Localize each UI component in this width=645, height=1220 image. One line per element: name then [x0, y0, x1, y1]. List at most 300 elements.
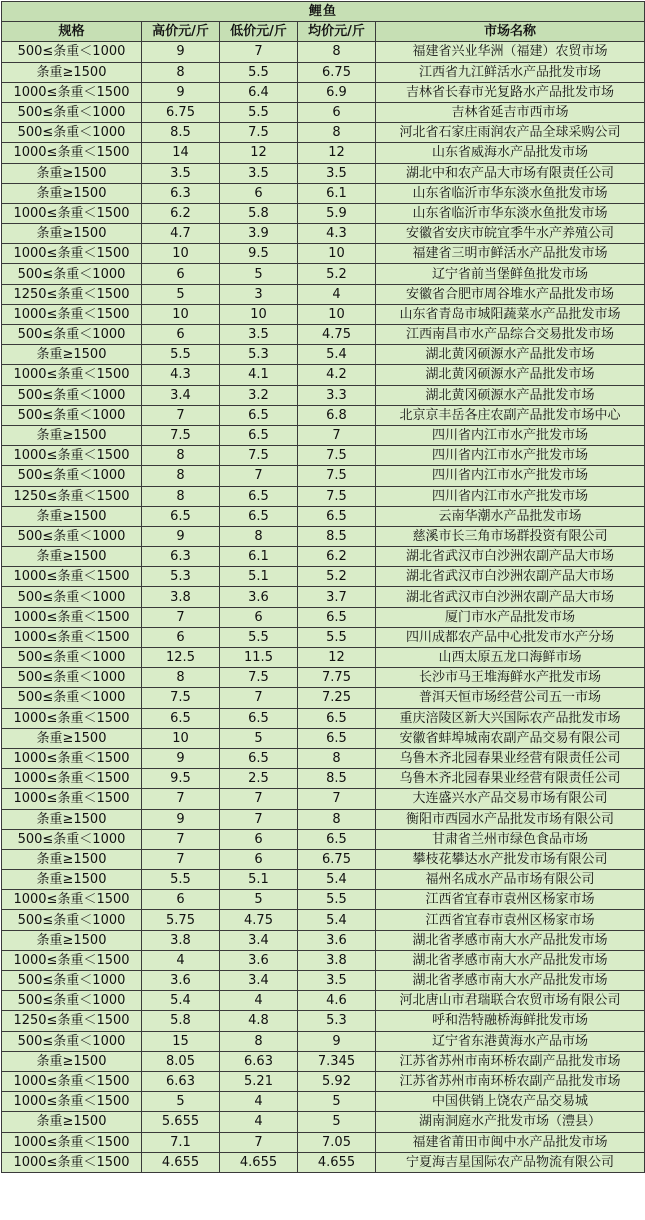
cell-spec: 500≤条重＜1000 — [2, 688, 142, 708]
cell-market-name: 河北省石家庄雨润农产品全球采购公司 — [376, 123, 645, 143]
table-row — [2, 425, 645, 445]
cell-spec: 1000≤条重＜1500 — [2, 1152, 142, 1172]
cell-avg-price: 3.8 — [298, 950, 376, 970]
cell-avg-price: 8 — [298, 42, 376, 62]
cell-market-name: 大连盛兴水产品交易市场有限公司 — [376, 789, 645, 809]
table-row — [2, 789, 645, 809]
cell-market-name: 江西南昌市水产品综合交易批发市场 — [376, 325, 645, 345]
table-row — [2, 849, 645, 869]
table-row — [2, 244, 645, 264]
table-row — [2, 62, 645, 82]
table-row — [2, 971, 645, 991]
cell-spec: 500≤条重＜1000 — [2, 648, 142, 668]
table-row — [2, 526, 645, 546]
cell-market-name: 山东省威海水产品批发市场 — [376, 143, 645, 163]
cell-market-name: 吉林省长春市光复路水产品批发市场 — [376, 82, 645, 102]
cell-avg-price: 3.7 — [298, 587, 376, 607]
table-row — [2, 325, 645, 345]
table-row — [2, 930, 645, 950]
cell-low-price: 7 — [220, 1132, 298, 1152]
table-row — [2, 870, 645, 890]
cell-low-price: 6.5 — [220, 486, 298, 506]
cell-avg-price: 6.5 — [298, 708, 376, 728]
cell-spec: 条重≥1500 — [2, 224, 142, 244]
cell-high-price: 10 — [142, 304, 220, 324]
cell-high-price: 3.5 — [142, 163, 220, 183]
cell-high-price: 4.7 — [142, 224, 220, 244]
cell-low-price: 6.63 — [220, 1051, 298, 1071]
cell-high-price: 8 — [142, 466, 220, 486]
cell-avg-price: 8 — [298, 123, 376, 143]
cell-avg-price: 8 — [298, 748, 376, 768]
table-title-row — [2, 2, 645, 22]
cell-avg-price: 4.655 — [298, 1152, 376, 1172]
cell-spec: 1000≤条重＜1500 — [2, 304, 142, 324]
table-row — [2, 1112, 645, 1132]
cell-high-price: 5 — [142, 1092, 220, 1112]
cell-low-price: 3.4 — [220, 930, 298, 950]
cell-avg-price: 4.2 — [298, 365, 376, 385]
cell-avg-price: 6.5 — [298, 829, 376, 849]
table-row — [2, 466, 645, 486]
cell-spec: 1250≤条重＜1500 — [2, 284, 142, 304]
cell-high-price: 8 — [142, 446, 220, 466]
table-row — [2, 910, 645, 930]
price-table — [1, 1, 645, 1173]
cell-low-price: 12 — [220, 143, 298, 163]
cell-high-price: 7 — [142, 405, 220, 425]
cell-high-price: 5.4 — [142, 991, 220, 1011]
cell-low-price: 5.1 — [220, 567, 298, 587]
cell-avg-price: 7 — [298, 789, 376, 809]
cell-low-price: 4 — [220, 1112, 298, 1132]
table-row — [2, 224, 645, 244]
cell-avg-price: 7.75 — [298, 668, 376, 688]
cell-avg-price: 6.1 — [298, 183, 376, 203]
cell-market-name: 江苏省苏州市南环桥农副产品批发市场 — [376, 1071, 645, 1091]
cell-market-name: 云南华潮水产品批发市场 — [376, 506, 645, 526]
cell-market-name: 厦门市水产品批发市场 — [376, 607, 645, 627]
cell-avg-price: 4.6 — [298, 991, 376, 1011]
cell-high-price: 5 — [142, 284, 220, 304]
cell-spec: 条重≥1500 — [2, 930, 142, 950]
table-row — [2, 203, 645, 223]
cell-avg-price: 5 — [298, 1092, 376, 1112]
cell-market-name: 山东省青岛市城阳蔬菜水产品批发市场 — [376, 304, 645, 324]
cell-market-name: 长沙市马王堆海鲜水产批发市场 — [376, 668, 645, 688]
cell-high-price: 8 — [142, 62, 220, 82]
cell-market-name: 四川省内江市水产批发市场 — [376, 466, 645, 486]
cell-avg-price: 5.4 — [298, 870, 376, 890]
cell-low-price: 3.5 — [220, 163, 298, 183]
cell-high-price: 6.2 — [142, 203, 220, 223]
table-row — [2, 688, 645, 708]
cell-avg-price: 8 — [298, 809, 376, 829]
cell-high-price: 5.3 — [142, 567, 220, 587]
cell-spec: 500≤条重＜1000 — [2, 910, 142, 930]
cell-spec: 条重≥1500 — [2, 728, 142, 748]
cell-market-name: 山东省临沂市华东淡水鱼批发市场 — [376, 183, 645, 203]
cell-low-price: 5.5 — [220, 102, 298, 122]
cell-spec: 1000≤条重＜1500 — [2, 1132, 142, 1152]
cell-avg-price: 7.5 — [298, 446, 376, 466]
cell-high-price: 3.4 — [142, 385, 220, 405]
cell-market-name: 湖北黄冈硕源水产品批发市场 — [376, 365, 645, 385]
cell-low-price: 6 — [220, 849, 298, 869]
cell-avg-price: 7.05 — [298, 1132, 376, 1152]
cell-market-name: 安徽省安庆市皖宜季牛水产养殖公司 — [376, 224, 645, 244]
cell-high-price: 6 — [142, 627, 220, 647]
cell-spec: 500≤条重＜1000 — [2, 991, 142, 1011]
cell-avg-price: 5.5 — [298, 627, 376, 647]
cell-high-price: 4 — [142, 950, 220, 970]
cell-avg-price: 5.92 — [298, 1071, 376, 1091]
cell-market-name: 湖北中和农产品大市场有限责任公司 — [376, 163, 645, 183]
cell-low-price: 7 — [220, 466, 298, 486]
cell-avg-price: 10 — [298, 244, 376, 264]
cell-spec: 条重≥1500 — [2, 870, 142, 890]
table-row — [2, 991, 645, 1011]
cell-high-price: 12.5 — [142, 648, 220, 668]
cell-market-name: 湖北黄冈硕源水产品批发市场 — [376, 385, 645, 405]
cell-spec: 条重≥1500 — [2, 1112, 142, 1132]
cell-low-price: 2.5 — [220, 769, 298, 789]
cell-avg-price: 6.8 — [298, 405, 376, 425]
cell-spec: 条重≥1500 — [2, 809, 142, 829]
cell-high-price: 6.5 — [142, 708, 220, 728]
table-row — [2, 345, 645, 365]
cell-market-name: 湖北省孝感市南大水产品批发市场 — [376, 930, 645, 950]
header-avg-price: 均价元/斤 — [298, 22, 376, 42]
header-spec: 规格 — [2, 22, 142, 42]
table-row — [2, 284, 645, 304]
cell-avg-price: 6.75 — [298, 849, 376, 869]
cell-market-name: 辽宁省东港黄海水产品市场 — [376, 1031, 645, 1051]
table-row — [2, 143, 645, 163]
cell-high-price: 6.3 — [142, 547, 220, 567]
table-row — [2, 708, 645, 728]
cell-spec: 1000≤条重＜1500 — [2, 203, 142, 223]
cell-avg-price: 12 — [298, 143, 376, 163]
cell-spec: 500≤条重＜1000 — [2, 668, 142, 688]
cell-low-price: 6.5 — [220, 506, 298, 526]
cell-low-price: 3.2 — [220, 385, 298, 405]
cell-market-name: 辽宁省前当堡鲜鱼批发市场 — [376, 264, 645, 284]
cell-low-price: 3 — [220, 284, 298, 304]
cell-low-price: 3.5 — [220, 325, 298, 345]
cell-low-price: 6.1 — [220, 547, 298, 567]
cell-high-price: 5.655 — [142, 1112, 220, 1132]
cell-low-price: 5.5 — [220, 62, 298, 82]
cell-spec: 条重≥1500 — [2, 547, 142, 567]
cell-low-price: 7.5 — [220, 446, 298, 466]
cell-avg-price: 3.6 — [298, 930, 376, 950]
cell-high-price: 9 — [142, 809, 220, 829]
cell-low-price: 7.5 — [220, 668, 298, 688]
cell-low-price: 8 — [220, 1031, 298, 1051]
cell-high-price: 5.5 — [142, 870, 220, 890]
cell-avg-price: 7.5 — [298, 486, 376, 506]
cell-market-name: 湖北省武汉市白沙洲农副产品大市场 — [376, 587, 645, 607]
cell-spec: 1000≤条重＜1500 — [2, 627, 142, 647]
cell-avg-price: 4 — [298, 284, 376, 304]
cell-avg-price: 4.75 — [298, 325, 376, 345]
cell-spec: 1000≤条重＜1500 — [2, 567, 142, 587]
table-row — [2, 264, 645, 284]
cell-market-name: 湖北黄冈硕源水产品批发市场 — [376, 345, 645, 365]
cell-spec: 1000≤条重＜1500 — [2, 607, 142, 627]
cell-low-price: 3.9 — [220, 224, 298, 244]
cell-market-name: 四川省内江市水产批发市场 — [376, 425, 645, 445]
table-row — [2, 183, 645, 203]
table-row — [2, 82, 645, 102]
table-row — [2, 163, 645, 183]
cell-market-name: 福建省兴业华洲（福建）农贸市场 — [376, 42, 645, 62]
cell-high-price: 6 — [142, 325, 220, 345]
cell-high-price: 10 — [142, 244, 220, 264]
cell-market-name: 福建省莆田市闽中水产品批发市场 — [376, 1132, 645, 1152]
cell-avg-price: 3.5 — [298, 163, 376, 183]
table-body — [2, 42, 645, 1173]
cell-high-price: 7 — [142, 607, 220, 627]
cell-avg-price: 5.5 — [298, 890, 376, 910]
table-row — [2, 607, 645, 627]
cell-low-price: 4.75 — [220, 910, 298, 930]
cell-low-price: 6 — [220, 829, 298, 849]
cell-low-price: 7.5 — [220, 123, 298, 143]
cell-low-price: 5 — [220, 264, 298, 284]
table-row — [2, 809, 645, 829]
cell-market-name: 湖北省武汉市白沙洲农副产品大市场 — [376, 547, 645, 567]
cell-high-price: 6.75 — [142, 102, 220, 122]
cell-spec: 500≤条重＜1000 — [2, 42, 142, 62]
cell-avg-price: 6.2 — [298, 547, 376, 567]
table-row — [2, 769, 645, 789]
header-market-name: 市场名称 — [376, 22, 645, 42]
cell-high-price: 7 — [142, 849, 220, 869]
cell-high-price: 14 — [142, 143, 220, 163]
cell-spec: 条重≥1500 — [2, 163, 142, 183]
cell-spec: 1000≤条重＜1500 — [2, 890, 142, 910]
table-row — [2, 1132, 645, 1152]
cell-avg-price: 4.3 — [298, 224, 376, 244]
cell-spec: 1000≤条重＜1500 — [2, 708, 142, 728]
cell-market-name: 江西省九江鲜活水产品批发市场 — [376, 62, 645, 82]
cell-spec: 1000≤条重＜1500 — [2, 769, 142, 789]
cell-spec: 1250≤条重＜1500 — [2, 486, 142, 506]
cell-high-price: 8 — [142, 486, 220, 506]
cell-low-price: 7 — [220, 789, 298, 809]
cell-avg-price: 6.5 — [298, 506, 376, 526]
cell-market-name: 呼和浩特融桥海鲜批发市场 — [376, 1011, 645, 1031]
cell-spec: 1000≤条重＜1500 — [2, 1071, 142, 1091]
cell-spec: 条重≥1500 — [2, 345, 142, 365]
cell-avg-price: 5.3 — [298, 1011, 376, 1031]
table-row — [2, 304, 645, 324]
cell-avg-price: 5.2 — [298, 567, 376, 587]
cell-high-price: 7.5 — [142, 425, 220, 445]
cell-market-name: 江西省宜春市袁州区杨家市场 — [376, 910, 645, 930]
cell-avg-price: 7 — [298, 425, 376, 445]
cell-market-name: 江苏省苏州市南环桥农副产品批发市场 — [376, 1051, 645, 1071]
cell-spec: 1000≤条重＜1500 — [2, 446, 142, 466]
cell-avg-price: 3.3 — [298, 385, 376, 405]
table-row — [2, 648, 645, 668]
table-row — [2, 668, 645, 688]
cell-high-price: 6 — [142, 264, 220, 284]
cell-high-price: 9 — [142, 42, 220, 62]
cell-low-price: 3.6 — [220, 950, 298, 970]
cell-avg-price: 9 — [298, 1031, 376, 1051]
cell-spec: 条重≥1500 — [2, 425, 142, 445]
cell-spec: 1000≤条重＜1500 — [2, 365, 142, 385]
cell-spec: 1000≤条重＜1500 — [2, 950, 142, 970]
table-row — [2, 486, 645, 506]
cell-low-price: 5.5 — [220, 627, 298, 647]
cell-low-price: 8 — [220, 526, 298, 546]
table-row — [2, 547, 645, 567]
table-row — [2, 627, 645, 647]
table-row — [2, 405, 645, 425]
cell-spec: 条重≥1500 — [2, 183, 142, 203]
cell-low-price: 4.655 — [220, 1152, 298, 1172]
cell-market-name: 湖北省孝感市南大水产品批发市场 — [376, 950, 645, 970]
cell-spec: 条重≥1500 — [2, 849, 142, 869]
cell-market-name: 四川省内江市水产批发市场 — [376, 486, 645, 506]
cell-low-price: 6 — [220, 607, 298, 627]
cell-high-price: 8.5 — [142, 123, 220, 143]
table-title: 鲤鱼 — [2, 2, 645, 22]
table-row — [2, 567, 645, 587]
cell-avg-price: 5.4 — [298, 345, 376, 365]
cell-spec: 500≤条重＜1000 — [2, 526, 142, 546]
table-row — [2, 1071, 645, 1091]
cell-low-price: 6.5 — [220, 708, 298, 728]
cell-spec: 500≤条重＜1000 — [2, 1031, 142, 1051]
cell-low-price: 7 — [220, 688, 298, 708]
cell-market-name: 山西太原五龙口海鲜市场 — [376, 648, 645, 668]
cell-spec: 500≤条重＜1000 — [2, 385, 142, 405]
cell-high-price: 9 — [142, 748, 220, 768]
cell-high-price: 10 — [142, 728, 220, 748]
cell-high-price: 3.8 — [142, 930, 220, 950]
cell-market-name: 攀枝花攀达水产批发市场有限公司 — [376, 849, 645, 869]
cell-high-price: 8.05 — [142, 1051, 220, 1071]
table-row — [2, 42, 645, 62]
cell-spec: 条重≥1500 — [2, 1051, 142, 1071]
cell-high-price: 5.8 — [142, 1011, 220, 1031]
cell-low-price: 5.1 — [220, 870, 298, 890]
table-row — [2, 365, 645, 385]
cell-spec: 500≤条重＜1000 — [2, 829, 142, 849]
cell-high-price: 6.63 — [142, 1071, 220, 1091]
cell-avg-price: 6 — [298, 102, 376, 122]
cell-spec: 1000≤条重＜1500 — [2, 748, 142, 768]
cell-market-name: 湖南洞庭水产批发市场（澧县） — [376, 1112, 645, 1132]
cell-low-price: 3.6 — [220, 587, 298, 607]
cell-avg-price: 8.5 — [298, 526, 376, 546]
cell-low-price: 10 — [220, 304, 298, 324]
cell-spec: 1000≤条重＜1500 — [2, 82, 142, 102]
cell-high-price: 5.5 — [142, 345, 220, 365]
cell-spec: 条重≥1500 — [2, 506, 142, 526]
table-row — [2, 728, 645, 748]
cell-avg-price: 8.5 — [298, 769, 376, 789]
cell-avg-price: 7.25 — [298, 688, 376, 708]
cell-spec: 1000≤条重＜1500 — [2, 244, 142, 264]
header-low-price: 低价元/斤 — [220, 22, 298, 42]
cell-low-price: 5 — [220, 890, 298, 910]
table-header-row — [2, 22, 645, 42]
cell-avg-price: 3.5 — [298, 971, 376, 991]
cell-market-name: 中国供销上饶农产品交易城 — [376, 1092, 645, 1112]
cell-market-name: 四川成都农产品中心批发市水产分场 — [376, 627, 645, 647]
table-row — [2, 385, 645, 405]
cell-avg-price: 5.4 — [298, 910, 376, 930]
cell-market-name: 四川省内江市水产批发市场 — [376, 446, 645, 466]
cell-market-name: 乌鲁木齐北园春果业经营有限责任公司 — [376, 748, 645, 768]
cell-low-price: 6.5 — [220, 425, 298, 445]
cell-high-price: 4.655 — [142, 1152, 220, 1172]
table-row — [2, 506, 645, 526]
cell-high-price: 7.5 — [142, 688, 220, 708]
cell-market-name: 衡阳市西园水产品批发市场有限公司 — [376, 809, 645, 829]
table-row — [2, 748, 645, 768]
cell-market-name: 江西省宜春市袁州区杨家市场 — [376, 890, 645, 910]
header-high-price: 高价元/斤 — [142, 22, 220, 42]
cell-spec: 1000≤条重＜1500 — [2, 143, 142, 163]
table-row — [2, 1092, 645, 1112]
cell-market-name: 吉林省延吉市西市场 — [376, 102, 645, 122]
cell-low-price: 9.5 — [220, 244, 298, 264]
cell-spec: 1000≤条重＜1500 — [2, 789, 142, 809]
cell-market-name: 慈溪市长三角市场群投资有限公司 — [376, 526, 645, 546]
table-row — [2, 1152, 645, 1172]
cell-spec: 500≤条重＜1000 — [2, 587, 142, 607]
table-row — [2, 102, 645, 122]
cell-low-price: 4 — [220, 991, 298, 1011]
cell-spec: 500≤条重＜1000 — [2, 102, 142, 122]
cell-avg-price: 5.9 — [298, 203, 376, 223]
cell-avg-price: 5 — [298, 1112, 376, 1132]
cell-market-name: 福州名成水产品市场有限公司 — [376, 870, 645, 890]
cell-high-price: 6 — [142, 890, 220, 910]
cell-market-name: 山东省临沂市华东淡水鱼批发市场 — [376, 203, 645, 223]
cell-avg-price: 6.5 — [298, 728, 376, 748]
cell-high-price: 6.5 — [142, 506, 220, 526]
cell-market-name: 湖北省孝感市南大水产品批发市场 — [376, 971, 645, 991]
cell-spec: 500≤条重＜1000 — [2, 405, 142, 425]
cell-market-name: 湖北省武汉市白沙洲农副产品大市场 — [376, 567, 645, 587]
cell-avg-price: 7.5 — [298, 466, 376, 486]
cell-high-price: 6.3 — [142, 183, 220, 203]
cell-spec: 500≤条重＜1000 — [2, 466, 142, 486]
table-row — [2, 587, 645, 607]
table-row — [2, 446, 645, 466]
cell-avg-price: 7.345 — [298, 1051, 376, 1071]
cell-avg-price: 6.9 — [298, 82, 376, 102]
cell-high-price: 7 — [142, 829, 220, 849]
cell-spec: 1000≤条重＜1500 — [2, 1092, 142, 1112]
cell-low-price: 6.5 — [220, 748, 298, 768]
cell-low-price: 4.8 — [220, 1011, 298, 1031]
cell-low-price: 4 — [220, 1092, 298, 1112]
cell-low-price: 6.5 — [220, 405, 298, 425]
cell-high-price: 7.1 — [142, 1132, 220, 1152]
cell-spec: 条重≥1500 — [2, 62, 142, 82]
cell-avg-price: 6.5 — [298, 607, 376, 627]
cell-low-price: 7 — [220, 42, 298, 62]
